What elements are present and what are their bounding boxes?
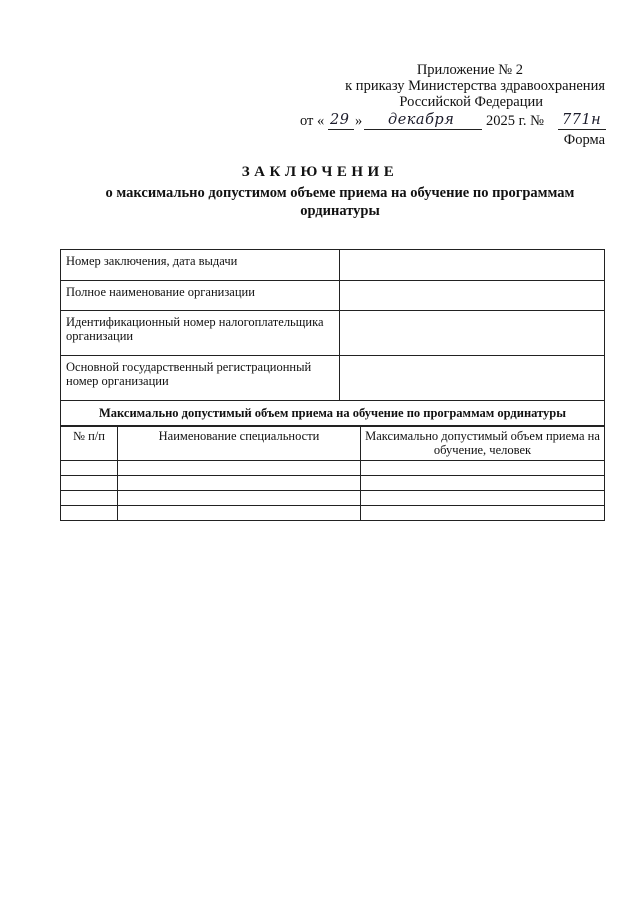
field-value-conclusion-number[interactable]: [340, 250, 605, 281]
table-cell[interactable]: [118, 506, 361, 521]
order-number: 771н: [562, 112, 602, 128]
table-cell[interactable]: [361, 461, 605, 476]
date-prefix: от «: [300, 113, 325, 129]
form-label: Форма: [563, 132, 605, 148]
date-mid: »: [355, 113, 363, 129]
field-label-inn: Идентификационный номер налогоплательщика организации: [61, 311, 340, 356]
day-underline: [328, 129, 354, 130]
field-value-org-name[interactable]: [340, 281, 605, 311]
number-underline: [558, 129, 606, 130]
table-cell[interactable]: [361, 506, 605, 521]
table-cell[interactable]: [61, 476, 118, 491]
ministry-name: Российской Федерации: [399, 94, 543, 110]
field-value-inn[interactable]: [340, 311, 605, 356]
table-row: [61, 506, 605, 521]
field-label-org-name: Полное наименование организации: [61, 281, 340, 311]
appendix-number: Приложение № 2: [416, 62, 523, 78]
month-underline: [364, 129, 482, 130]
organization-info-table: [60, 249, 605, 427]
order-date-line: [300, 110, 620, 132]
table-cell[interactable]: [361, 476, 605, 491]
date-day: 29: [330, 112, 350, 128]
section-header: Максимально допустимый объем приема на обучение по программам ординатуры: [61, 401, 605, 427]
table-row: [61, 250, 605, 281]
table-cell[interactable]: [61, 506, 118, 521]
column-header-number: № п/п: [61, 426, 118, 461]
column-header-max-admission: Максимально допустимый объем приема на обучение, человек: [361, 426, 605, 461]
field-label-ogrn: Основной государственный регистрационный номер организации: [61, 356, 340, 401]
table-row: [61, 356, 605, 401]
order-reference: к приказу Министерства здравоохранения: [345, 78, 605, 94]
table-cell[interactable]: [61, 461, 118, 476]
field-label-conclusion-number: Номер заключения, дата выдачи: [61, 250, 340, 281]
column-header-specialty: Наименование специальности: [118, 426, 361, 461]
table-cell[interactable]: [118, 491, 361, 506]
table-row: [61, 401, 605, 427]
table-cell[interactable]: [118, 461, 361, 476]
table-header-row: [61, 426, 605, 461]
table-row: [61, 281, 605, 311]
field-value-ogrn[interactable]: [340, 356, 605, 401]
table-row: [61, 491, 605, 506]
document-title: ЗАКЛЮЧЕНИЕ: [241, 164, 399, 180]
document-subtitle: о максимально допустимом объеме приема на обучение по программам ординатуры: [105, 185, 575, 219]
appendix-block: [300, 62, 605, 110]
table-row: [61, 311, 605, 356]
date-month: декабря: [388, 112, 455, 128]
date-year: 2025 г. №: [486, 113, 545, 129]
table-cell[interactable]: [61, 491, 118, 506]
table-cell[interactable]: [118, 476, 361, 491]
specialty-admission-table: [60, 425, 605, 521]
table-cell[interactable]: [361, 491, 605, 506]
table-row: [61, 461, 605, 476]
table-row: [61, 476, 605, 491]
